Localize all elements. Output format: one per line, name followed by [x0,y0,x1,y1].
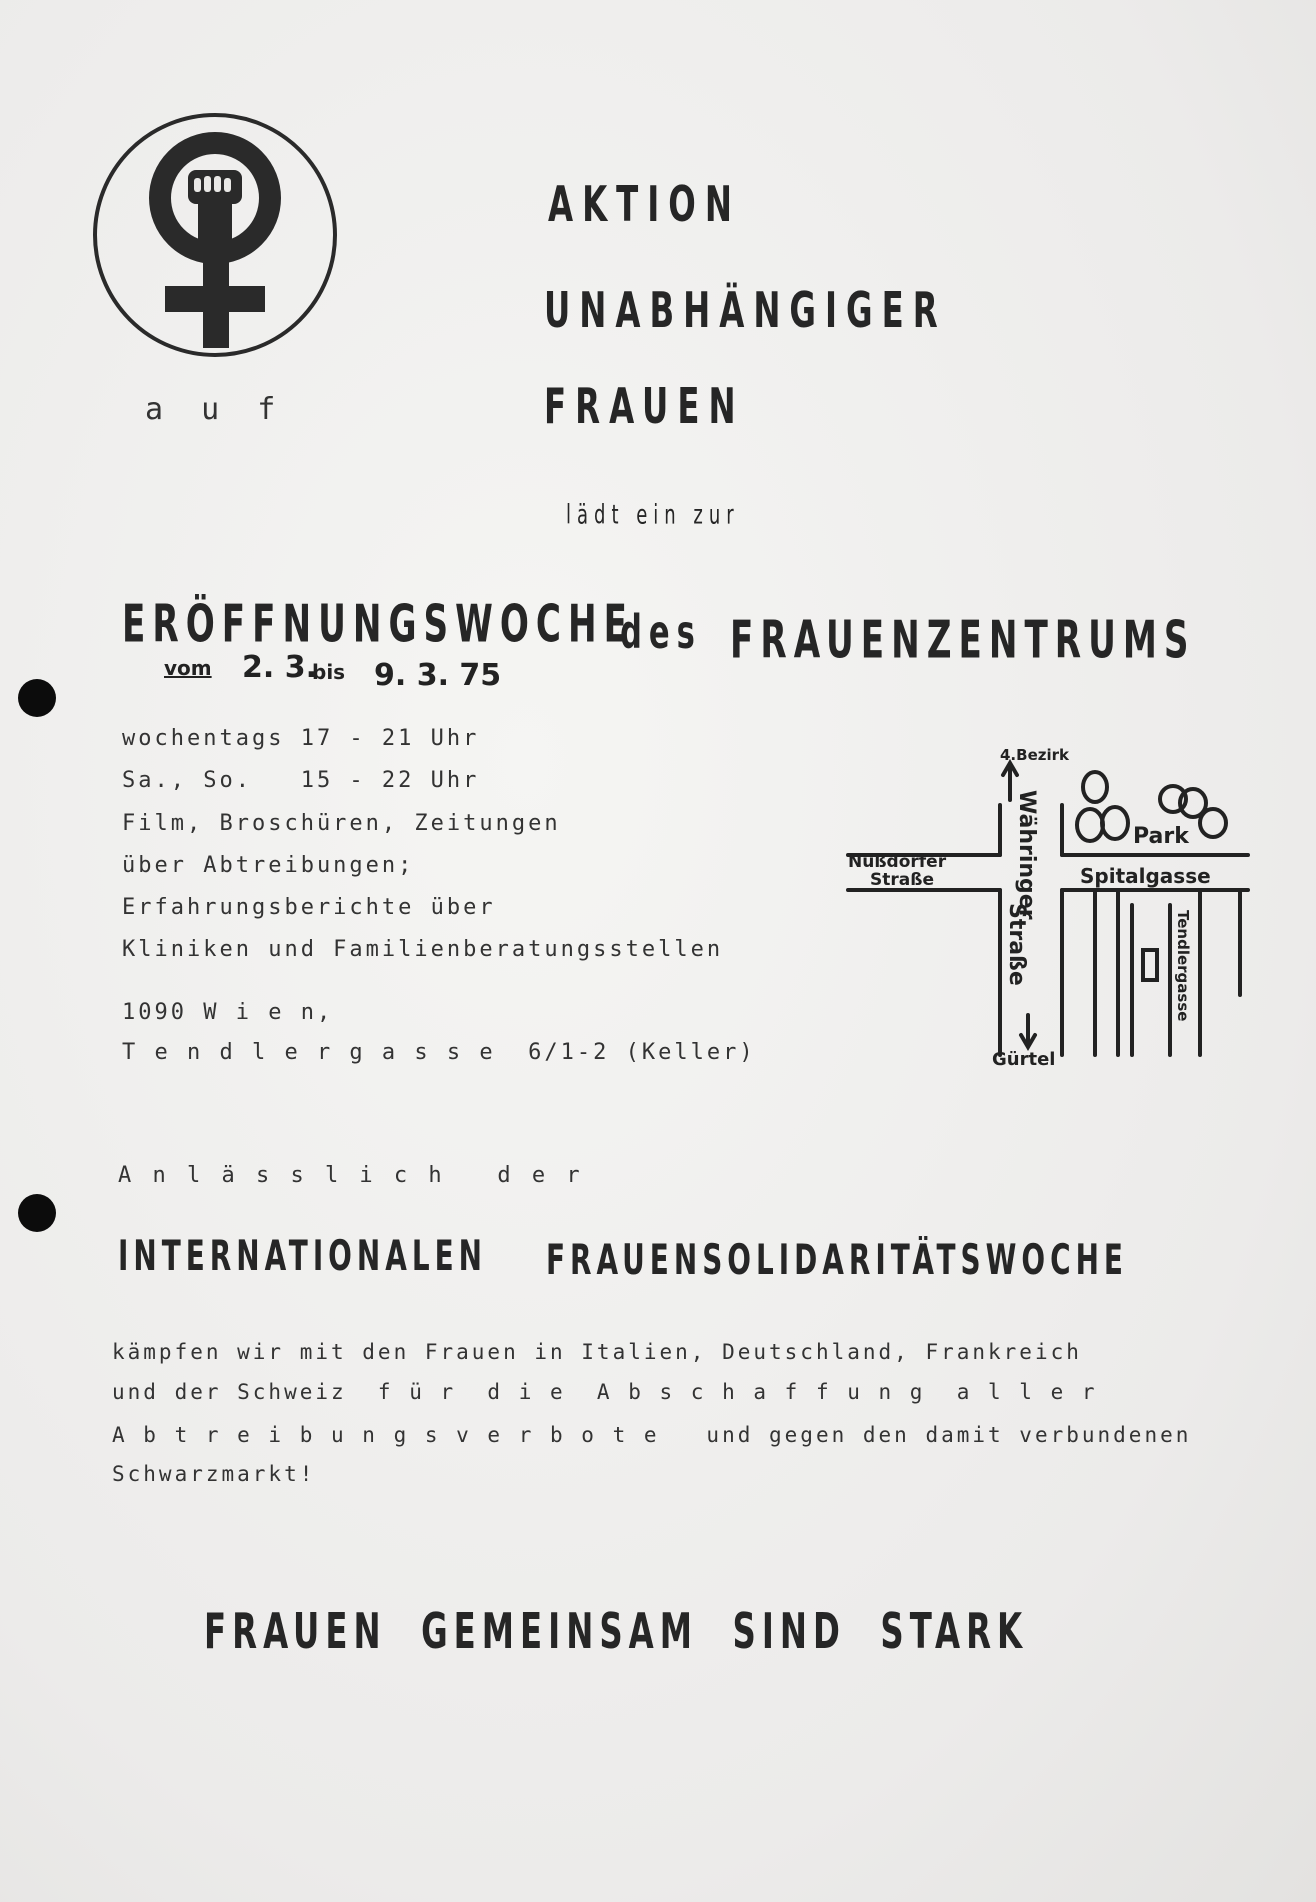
map-label-spitalgasse: Spitalgasse [1080,864,1211,888]
body-line: und der Schweiz f ü r d i e A b s c h a f f u n g a l l e r [112,1380,1098,1404]
detail-line: Kliniken und Familienberatungsstellen [122,937,724,962]
punch-hole-top [18,679,56,717]
location-map [840,745,1260,1075]
event-vom: vom [164,656,212,680]
invite-text: lädt ein zur [566,498,740,531]
punch-hole-bottom [18,1194,56,1232]
map-label-guertel: Gürtel [992,1049,1056,1070]
event-title-frauenzentrums: FRAUENZENTRUMS [730,610,1196,670]
header-line-unabhaengiger: UNABHÄNGIGER [544,284,947,340]
detail-line: Film, Broschüren, Zeitungen [122,811,561,836]
event-title-eroeffnungswoche: ERÖFFNUNGSWOCHE [122,594,634,654]
map-label-nussdorfer: Nußdorfer [848,852,947,872]
occasion-intro: A n l ä s s l i c h d e r [118,1163,584,1188]
map-label-park: Park [1133,824,1189,849]
occasion-title-internationalen: INTERNATIONALEN [118,1232,487,1281]
venus-fist-logo-icon [90,108,340,363]
map-label-waehringer: Währinger [1014,790,1039,920]
auf-text: a u f [145,392,286,427]
header-line-frauen: FRAUEN [544,380,745,436]
detail-line: Erfahrungsberichte über [122,895,496,920]
detail-line: über Abtreibungen; [122,853,415,878]
event-date-to: 9. 3. 75 [374,658,502,693]
address-line-2: T e n d l e r g a s s e 6/1-2 (Keller) [122,1040,756,1065]
map-label-bezirk: 4.Bezirk [1000,746,1069,764]
event-date-from: 2. 3. [242,650,317,685]
address-line-1: 1090 W i e n, [122,1000,334,1025]
detail-line: wochentags 17 - 21 Uhr [122,726,480,751]
map-label-waehringer-strasse: Straße [1004,903,1029,986]
map-label-tendlergasse: Tendlergasse [1174,910,1192,1022]
event-title-des: des [620,606,702,660]
body-line: A b t r e i b u n g s v e r b o t e und gegen den damit verbundenen [112,1423,1192,1447]
header-line-aktion: AKTION [548,178,741,234]
detail-line: Sa., So. 15 - 22 Uhr [122,768,480,793]
body-line: kämpfen wir mit den Frauen in Italien, Deutschland, Frankreich [112,1340,1082,1364]
map-label-strasse: Straße [870,870,934,890]
occasion-title-frauensolidaritaetswoche: FRAUENSOLIDARITÄTSWOCHE [546,1236,1128,1285]
slogan: FRAUEN GEMEINSAM SIND STARK [204,1605,1029,1661]
event-bis: bis [312,660,346,684]
body-line: Schwarzmarkt! [112,1462,316,1486]
